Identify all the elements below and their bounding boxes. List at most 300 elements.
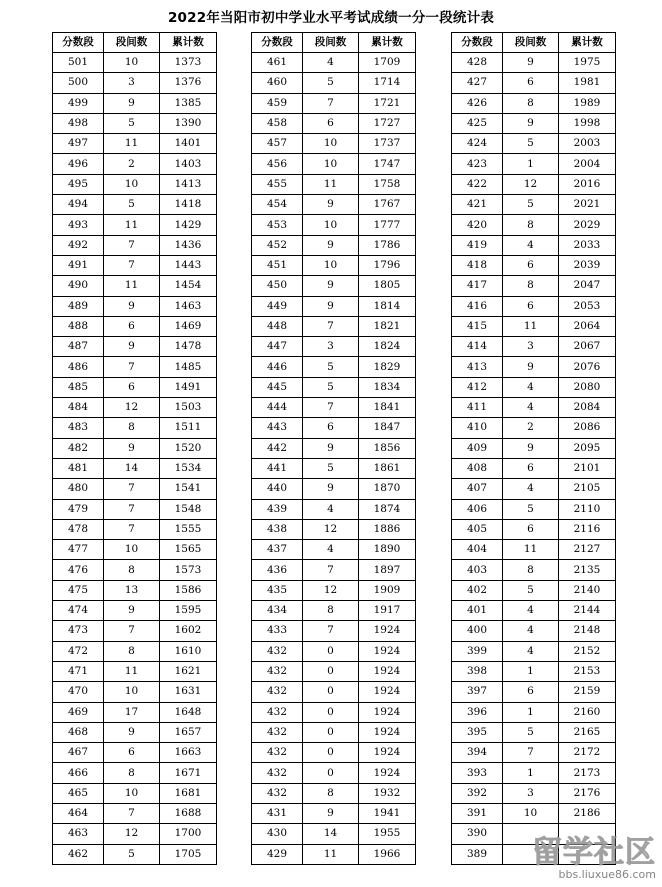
table-row (252, 398, 416, 418)
cell-segment-count: 7 (104, 255, 160, 275)
table-row (53, 215, 217, 235)
cell-segment-count: 6 (303, 113, 359, 133)
cell-cumulative: 1805 (359, 276, 416, 296)
cell-score: 493 (53, 215, 104, 235)
cell-score: 432 (252, 783, 303, 803)
table-row (452, 519, 616, 539)
cell-segment-count: 3 (503, 783, 559, 803)
cell-score: 401 (452, 601, 503, 621)
cell-cumulative: 2135 (559, 560, 616, 580)
cell-cumulative: 2160 (559, 702, 616, 722)
cell-score: 488 (53, 316, 104, 336)
cell-segment-count: 6 (503, 682, 559, 702)
cell-cumulative: 1520 (160, 438, 217, 458)
cell-segment-count: 8 (503, 276, 559, 296)
cell-segment-count: 1 (503, 154, 559, 174)
cell-segment-count: 6 (503, 73, 559, 93)
cell-segment-count: 1 (503, 763, 559, 783)
cell-segment-count: 11 (104, 215, 160, 235)
table-row (452, 783, 616, 803)
cell-score: 396 (452, 702, 503, 722)
cell-segment-count: 0 (303, 722, 359, 742)
table-row (452, 154, 616, 174)
cell-score: 416 (452, 296, 503, 316)
cell-score: 432 (252, 661, 303, 681)
cell-score: 404 (452, 540, 503, 560)
cell-score: 454 (252, 195, 303, 215)
cell-segment-count: 5 (104, 195, 160, 215)
cell-score: 413 (452, 357, 503, 377)
cell-segment-count: 9 (303, 276, 359, 296)
table-row (252, 53, 416, 73)
table-row (53, 641, 217, 661)
table-header-row (53, 33, 217, 53)
table-row (53, 73, 217, 93)
cell-score: 484 (53, 398, 104, 418)
table-row (53, 438, 217, 458)
cell-segment-count: 14 (303, 824, 359, 844)
table-row (252, 743, 416, 763)
cell-score: 492 (53, 235, 104, 255)
cell-cumulative: 1657 (160, 722, 217, 742)
table-row (452, 743, 616, 763)
cell-cumulative (559, 824, 616, 844)
cell-cumulative: 1454 (160, 276, 217, 296)
table-row (452, 803, 616, 823)
cell-cumulative: 1705 (160, 844, 217, 864)
table-row (252, 337, 416, 357)
cell-segment-count: 9 (104, 438, 160, 458)
cell-score: 423 (452, 154, 503, 174)
table-row (452, 93, 616, 113)
cell-segment-count: 10 (104, 540, 160, 560)
cell-cumulative: 1932 (359, 783, 416, 803)
cell-cumulative: 2165 (559, 722, 616, 742)
cell-cumulative: 1796 (359, 255, 416, 275)
table-row (252, 195, 416, 215)
cell-score: 432 (252, 682, 303, 702)
watermark-url: bbs.liuxue86.com (558, 868, 656, 881)
table-row (53, 803, 217, 823)
table-row (53, 154, 217, 174)
cell-cumulative: 1924 (359, 763, 416, 783)
cell-score: 449 (252, 296, 303, 316)
cell-cumulative: 2084 (559, 398, 616, 418)
table-row (252, 499, 416, 519)
table-row (53, 499, 217, 519)
cell-score: 391 (452, 803, 503, 823)
table-row (53, 357, 217, 377)
cell-cumulative: 1401 (160, 134, 217, 154)
cell-score: 473 (53, 621, 104, 641)
cell-score: 451 (252, 255, 303, 275)
table-row (252, 215, 416, 235)
cell-score: 410 (452, 418, 503, 438)
cell-score: 393 (452, 763, 503, 783)
cell-cumulative: 1610 (160, 641, 217, 661)
cell-segment-count: 12 (503, 174, 559, 194)
cell-score: 496 (53, 154, 104, 174)
table-row (452, 337, 616, 357)
page-title: 2022年当阳市初中学业水平考试成绩一分一段统计表 (167, 10, 495, 26)
cell-cumulative: 2033 (559, 235, 616, 255)
table-row (452, 174, 616, 194)
cell-segment-count: 7 (303, 316, 359, 336)
table-row (53, 479, 217, 499)
table-row (53, 134, 217, 154)
cell-cumulative: 2064 (559, 316, 616, 336)
cell-score: 461 (252, 53, 303, 73)
cell-cumulative: 1541 (160, 479, 217, 499)
cell-score: 432 (252, 763, 303, 783)
cell-segment-count: 5 (104, 844, 160, 864)
cell-score: 411 (452, 398, 503, 418)
header-segment-count: 段间数 (503, 33, 559, 53)
cell-score: 433 (252, 621, 303, 641)
cell-cumulative: 1548 (160, 499, 217, 519)
header-cumulative: 累计数 (359, 33, 416, 53)
cell-segment-count: 10 (104, 783, 160, 803)
cell-segment-count: 4 (303, 499, 359, 519)
table-row (252, 702, 416, 722)
cell-cumulative: 2127 (559, 540, 616, 560)
cell-segment-count: 9 (104, 337, 160, 357)
table-row (53, 560, 217, 580)
cell-cumulative: 1595 (160, 601, 217, 621)
table-row (53, 763, 217, 783)
table-row (452, 682, 616, 702)
table-row (53, 621, 217, 641)
table-row (452, 215, 616, 235)
header-segment-count: 段间数 (303, 33, 359, 53)
cell-segment-count (503, 824, 559, 844)
cell-score: 412 (452, 377, 503, 397)
cell-segment-count: 5 (303, 458, 359, 478)
table-row (252, 621, 416, 641)
table-row (53, 296, 217, 316)
cell-score: 399 (452, 641, 503, 661)
cell-cumulative: 1671 (160, 763, 217, 783)
cell-cumulative: 1681 (160, 783, 217, 803)
cell-segment-count: 12 (303, 580, 359, 600)
cell-score: 486 (53, 357, 104, 377)
cell-cumulative: 1941 (359, 803, 416, 823)
cell-cumulative: 2153 (559, 661, 616, 681)
cell-score: 450 (252, 276, 303, 296)
table-row (452, 641, 616, 661)
cell-cumulative: 2172 (559, 743, 616, 763)
cell-segment-count: 9 (503, 357, 559, 377)
cell-cumulative: 1714 (359, 73, 416, 93)
cell-score: 419 (452, 235, 503, 255)
cell-cumulative: 1586 (160, 580, 217, 600)
cell-cumulative: 1829 (359, 357, 416, 377)
cell-score: 432 (252, 641, 303, 661)
table-row (53, 519, 217, 539)
cell-segment-count: 6 (503, 255, 559, 275)
table-row (452, 235, 616, 255)
cell-cumulative: 1924 (359, 661, 416, 681)
table-row (252, 519, 416, 539)
header-score: 分数段 (452, 33, 503, 53)
table-row (53, 601, 217, 621)
cell-cumulative: 2186 (559, 803, 616, 823)
header-segment-count: 段间数 (104, 33, 160, 53)
cell-cumulative: 1621 (160, 661, 217, 681)
cell-segment-count: 9 (303, 235, 359, 255)
cell-cumulative: 1998 (559, 113, 616, 133)
cell-cumulative: 1847 (359, 418, 416, 438)
table-row (452, 316, 616, 336)
table-row (53, 661, 217, 681)
table-row (452, 276, 616, 296)
cell-cumulative: 2039 (559, 255, 616, 275)
cell-cumulative: 2053 (559, 296, 616, 316)
cell-cumulative: 1700 (160, 824, 217, 844)
cell-score: 421 (452, 195, 503, 215)
cell-score: 457 (252, 134, 303, 154)
table-row (53, 580, 217, 600)
cell-cumulative: 1511 (160, 418, 217, 438)
cell-segment-count: 9 (503, 53, 559, 73)
cell-cumulative: 1924 (359, 743, 416, 763)
cell-cumulative: 1975 (559, 53, 616, 73)
cell-score: 435 (252, 580, 303, 600)
cell-segment-count: 3 (104, 73, 160, 93)
cell-score: 426 (452, 93, 503, 113)
cell-cumulative: 2140 (559, 580, 616, 600)
cell-segment-count: 9 (104, 601, 160, 621)
cell-cumulative: 1385 (160, 93, 217, 113)
cell-cumulative: 1834 (359, 377, 416, 397)
cell-cumulative: 1485 (160, 357, 217, 377)
table-row (252, 357, 416, 377)
table-row (252, 276, 416, 296)
cell-segment-count: 10 (303, 154, 359, 174)
cell-cumulative: 1443 (160, 255, 217, 275)
table-row (452, 134, 616, 154)
cell-score: 434 (252, 601, 303, 621)
cell-cumulative: 1924 (359, 682, 416, 702)
cell-score: 481 (53, 458, 104, 478)
table-row (452, 53, 616, 73)
table-header-row (452, 33, 616, 53)
table-row (252, 560, 416, 580)
cell-segment-count: 7 (104, 803, 160, 823)
table-row (452, 73, 616, 93)
cell-score: 390 (452, 824, 503, 844)
cell-segment-count: 8 (503, 215, 559, 235)
cell-score: 445 (252, 377, 303, 397)
cell-cumulative: 1403 (160, 154, 217, 174)
cell-segment-count: 0 (303, 661, 359, 681)
cell-score: 495 (53, 174, 104, 194)
cell-score: 400 (452, 621, 503, 641)
table-row (252, 438, 416, 458)
cell-segment-count: 13 (104, 580, 160, 600)
cell-segment-count: 9 (303, 479, 359, 499)
cell-cumulative: 2176 (559, 783, 616, 803)
cell-cumulative: 1721 (359, 93, 416, 113)
cell-cumulative: 1856 (359, 438, 416, 458)
cell-cumulative: 2067 (559, 337, 616, 357)
cell-score: 487 (53, 337, 104, 357)
table-row (53, 337, 217, 357)
table-row (252, 601, 416, 621)
table-row (452, 763, 616, 783)
cell-score: 422 (452, 174, 503, 194)
cell-score: 490 (53, 276, 104, 296)
cell-segment-count: 3 (503, 337, 559, 357)
cell-score: 407 (452, 479, 503, 499)
score-table-1 (52, 32, 217, 865)
cell-segment-count: 8 (104, 763, 160, 783)
cell-segment-count: 10 (503, 803, 559, 823)
table-row (452, 722, 616, 742)
cell-segment-count: 9 (104, 296, 160, 316)
cell-score: 398 (452, 661, 503, 681)
cell-cumulative: 1924 (359, 722, 416, 742)
cell-cumulative: 1897 (359, 560, 416, 580)
cell-cumulative: 1767 (359, 195, 416, 215)
cell-cumulative: 2110 (559, 499, 616, 519)
table-row (252, 540, 416, 560)
table-row (452, 296, 616, 316)
table-row (53, 276, 217, 296)
cell-segment-count: 6 (503, 458, 559, 478)
cell-segment-count: 9 (503, 113, 559, 133)
table-row (452, 540, 616, 560)
table-row (452, 824, 616, 844)
cell-cumulative: 1491 (160, 377, 217, 397)
table-header-row (252, 33, 416, 53)
cell-cumulative: 2076 (559, 357, 616, 377)
cell-score: 500 (53, 73, 104, 93)
table-row (252, 580, 416, 600)
cell-segment-count (503, 844, 559, 864)
cell-cumulative: 1534 (160, 458, 217, 478)
cell-score: 471 (53, 661, 104, 681)
cell-segment-count: 7 (303, 93, 359, 113)
table-row (452, 195, 616, 215)
cell-score: 441 (252, 458, 303, 478)
cell-cumulative: 2047 (559, 276, 616, 296)
cell-segment-count: 7 (104, 479, 160, 499)
cell-cumulative: 2095 (559, 438, 616, 458)
cell-score: 494 (53, 195, 104, 215)
table-row (53, 377, 217, 397)
table-row (452, 621, 616, 641)
cell-segment-count: 7 (503, 743, 559, 763)
cell-segment-count: 6 (104, 743, 160, 763)
cell-segment-count: 10 (104, 682, 160, 702)
cell-score: 395 (452, 722, 503, 742)
cell-cumulative: 1503 (160, 398, 217, 418)
table-row (452, 255, 616, 275)
cell-cumulative: 1478 (160, 337, 217, 357)
table-row (53, 195, 217, 215)
cell-segment-count: 4 (303, 53, 359, 73)
cell-segment-count: 7 (104, 499, 160, 519)
cell-score: 485 (53, 377, 104, 397)
cell-cumulative: 1924 (359, 702, 416, 722)
table-row (452, 601, 616, 621)
cell-score: 455 (252, 174, 303, 194)
table-row (53, 743, 217, 763)
table-row (452, 357, 616, 377)
table-row (452, 377, 616, 397)
table-row (452, 661, 616, 681)
cell-cumulative: 1981 (559, 73, 616, 93)
cell-cumulative: 1966 (359, 844, 416, 864)
table-row (53, 682, 217, 702)
cell-score: 479 (53, 499, 104, 519)
cell-cumulative: 1861 (359, 458, 416, 478)
cell-segment-count: 8 (503, 560, 559, 580)
cell-segment-count: 10 (303, 215, 359, 235)
cell-segment-count: 7 (104, 357, 160, 377)
cell-score: 415 (452, 316, 503, 336)
cell-cumulative: 1418 (160, 195, 217, 215)
table-row (452, 113, 616, 133)
table-row (252, 255, 416, 275)
cell-segment-count: 4 (503, 601, 559, 621)
cell-cumulative: 2144 (559, 601, 616, 621)
cell-score: 438 (252, 519, 303, 539)
cell-segment-count: 0 (303, 682, 359, 702)
cell-score: 491 (53, 255, 104, 275)
table-row (252, 296, 416, 316)
cell-segment-count: 10 (303, 255, 359, 275)
cell-score: 462 (53, 844, 104, 864)
table-row (53, 783, 217, 803)
cell-score: 402 (452, 580, 503, 600)
cell-score: 420 (452, 215, 503, 235)
cell-score: 456 (252, 154, 303, 174)
cell-cumulative: 1824 (359, 337, 416, 357)
cell-score: 498 (53, 113, 104, 133)
cell-cumulative: 1429 (160, 215, 217, 235)
cell-score: 436 (252, 560, 303, 580)
cell-segment-count: 10 (303, 134, 359, 154)
cell-segment-count: 8 (503, 93, 559, 113)
table-row (252, 377, 416, 397)
cell-segment-count: 5 (503, 195, 559, 215)
table-row (53, 53, 217, 73)
cell-segment-count: 11 (104, 276, 160, 296)
cell-segment-count: 4 (503, 235, 559, 255)
cell-cumulative: 1870 (359, 479, 416, 499)
cell-score: 427 (452, 73, 503, 93)
cell-cumulative: 1814 (359, 296, 416, 316)
cell-score: 417 (452, 276, 503, 296)
cell-score: 477 (53, 540, 104, 560)
cell-cumulative: 2173 (559, 763, 616, 783)
cell-segment-count: 10 (104, 174, 160, 194)
table-row (452, 458, 616, 478)
table-row (252, 682, 416, 702)
table-row (53, 398, 217, 418)
cell-score: 444 (252, 398, 303, 418)
cell-score: 405 (452, 519, 503, 539)
cell-cumulative: 1390 (160, 113, 217, 133)
cell-segment-count: 8 (104, 560, 160, 580)
cell-segment-count: 5 (503, 580, 559, 600)
cell-cumulative: 1747 (359, 154, 416, 174)
cell-score: 442 (252, 438, 303, 458)
table-row (452, 398, 616, 418)
header-score: 分数段 (252, 33, 303, 53)
